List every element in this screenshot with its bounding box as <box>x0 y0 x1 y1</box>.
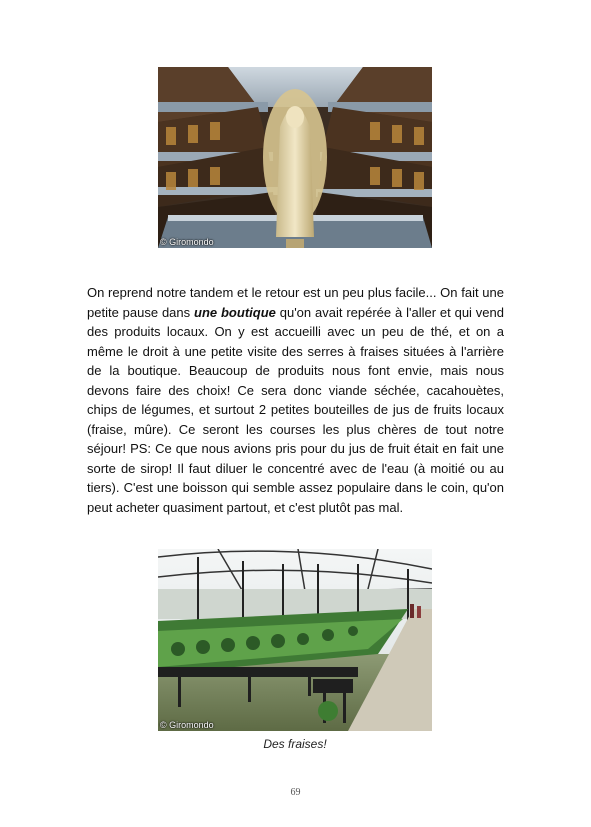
photo-credit: © Giromondo <box>160 720 214 730</box>
greenhouse-photo <box>158 549 432 731</box>
temple-photo-image <box>158 67 432 248</box>
greenhouse-photo-image <box>158 549 432 731</box>
photo-caption: Des fraises! <box>263 737 327 751</box>
body-paragraph <box>87 283 504 517</box>
paragraph-text-before: On reprend notre tandem et le retour est un peu plus facile... On fait une petite pause dans <box>87 285 504 320</box>
page-number: 69 <box>290 787 301 798</box>
paragraph-text-after: qu'on avait repérée à l'aller et qui vend des produits locaux. On y est accueilli avec un peu de thé, et on a même le droit à une petite visite des serres à fraises situées à l'arrière de la boutique. Beaucoup de produits nous font envie, mais nous devons faire des choix! Ce sera donc viande séchée, cacahouètes, chips de légumes, et surtout 2 petites bouteilles de jus de fruits locaux (fraise, mûre). Ce seront les courses les plus chères de tout notre séjour! PS: Ce que nous avions pris pour du jus de fruit était en fait une sorte de sirop! Il faut diluer le concentré avec de l'eau (à moitié ou au tiers). C'est une boisson qui semble assez populaire dans le coin, qu'on peut acheter quasiment partout, et c'est plutôt pas mal. <box>87 304 504 515</box>
temple-photo <box>158 67 432 248</box>
shop-link-text: une boutique <box>194 304 276 320</box>
photo-credit: © Giromondo <box>160 237 214 247</box>
